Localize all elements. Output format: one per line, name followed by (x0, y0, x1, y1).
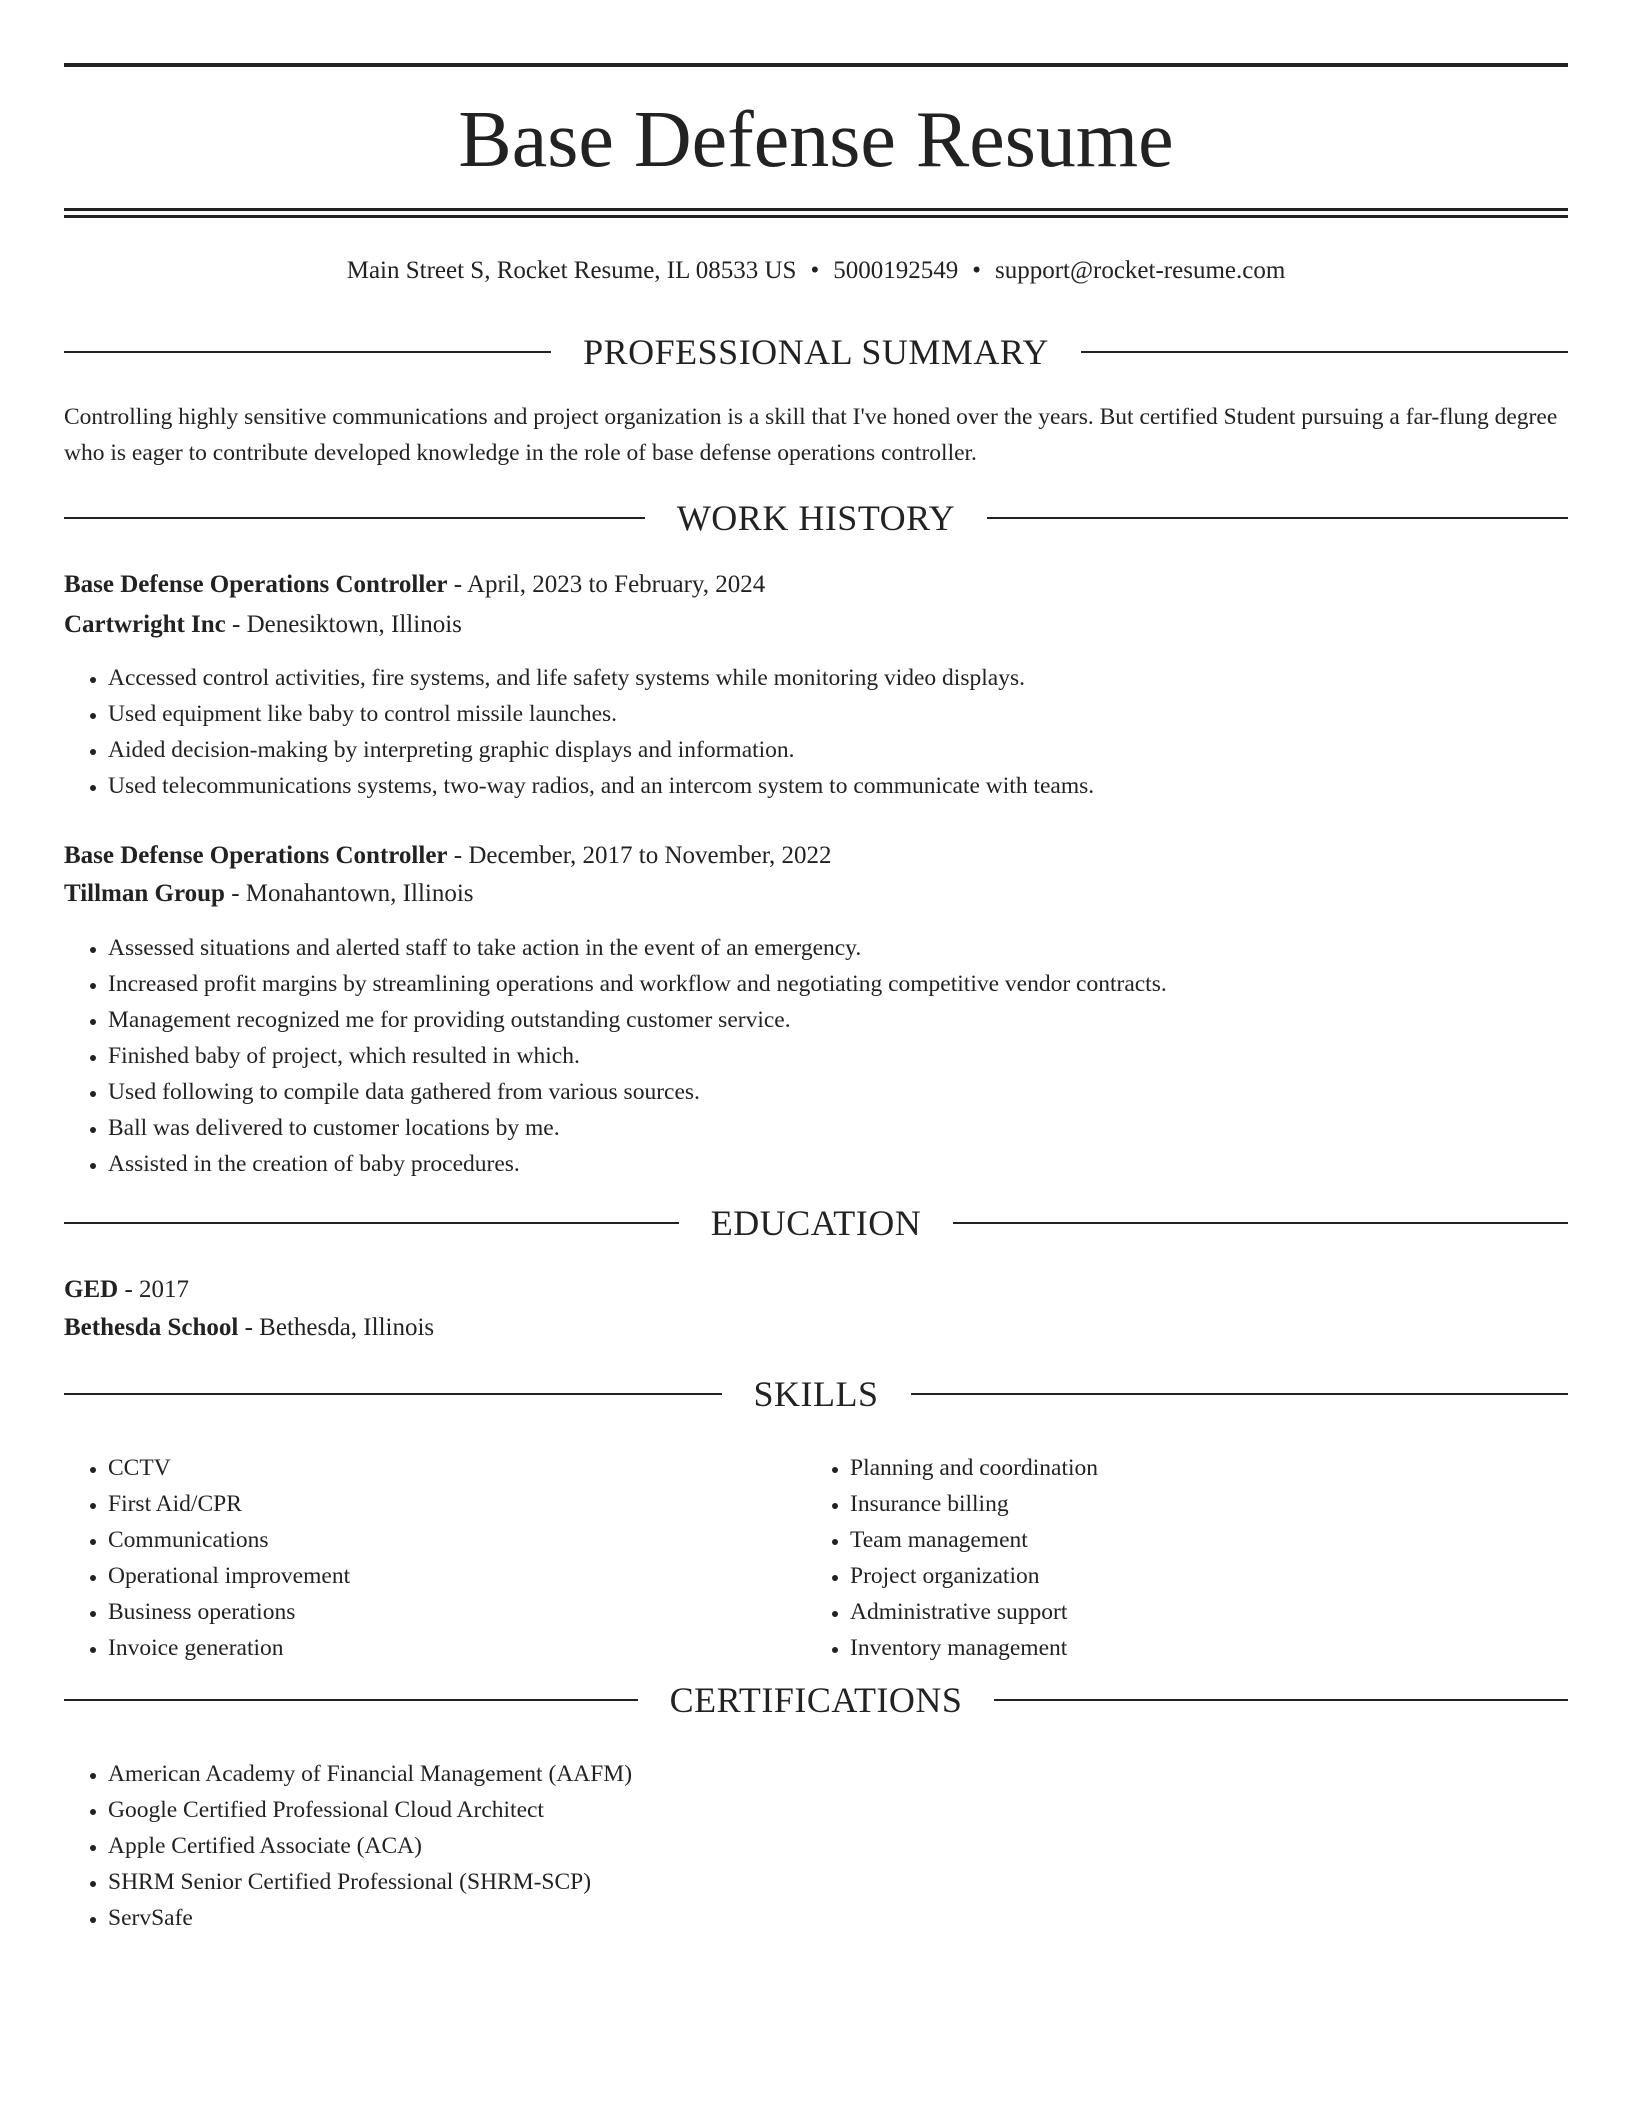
education-heading (64, 1201, 1568, 1245)
certification-item: • ServSafe (108, 1900, 632, 1936)
heading-rule (64, 351, 551, 353)
job-location: - Monahantown, Illinois (224, 880, 474, 907)
contact-email: support@rocket-resume.com (994, 257, 1286, 284)
job-company: Tillman Group (64, 880, 225, 907)
skill-item: • Project organization (850, 1558, 1098, 1594)
heading-rule (64, 1393, 722, 1395)
contact-line (64, 254, 1568, 288)
top-rule (64, 63, 1568, 67)
certification-item: • Google Certified Professional Cloud Architect (108, 1792, 632, 1828)
title-double-rule (64, 208, 1568, 218)
certifications-heading (64, 1678, 1568, 1722)
skill-item: • Team management (850, 1522, 1098, 1558)
job-title-line (64, 567, 1568, 603)
contact-separator: • (810, 257, 820, 284)
certification-item: • American Academy of Financial Management (AAFM) (108, 1756, 632, 1792)
job-bullet: • Assessed situations and alerted staff to take action in the event of an emergency. (108, 930, 1167, 966)
job-bullet: • Assisted in the creation of baby procedures. (108, 1146, 1167, 1182)
school-name: Bethesda School (64, 1314, 239, 1341)
job-location: - Denesiktown, Illinois (225, 611, 462, 638)
certification-item: • SHRM Senior Certified Professional (SHRM-SCP) (108, 1864, 632, 1900)
skill-item: • Insurance billing (850, 1486, 1098, 1522)
skill-item: • Invoice generation (108, 1630, 350, 1666)
skill-item: • Business operations (108, 1594, 350, 1630)
skill-item: • Operational improvement (108, 1558, 350, 1594)
heading-rule (64, 517, 645, 519)
summary-heading (64, 330, 1568, 374)
job-company-line (64, 876, 1568, 912)
resume-title: Base Defense Resume (458, 96, 1174, 184)
job-bullet: • Management recognized me for providing outstanding customer service. (108, 1002, 1167, 1038)
contact-phone: 5000192549 (833, 257, 959, 284)
summary-heading-label: PROFESSIONAL SUMMARY (583, 332, 1049, 372)
school-location: - Bethesda, Illinois (238, 1314, 435, 1341)
job-bullet: • Aided decision-making by interpreting graphic displays and information. (108, 732, 1094, 768)
job-dates: - December, 2017 to November, 2022 (447, 842, 832, 869)
job-title-line (64, 838, 1568, 874)
skills-list-right (806, 1450, 1098, 1666)
job-bullet: • Used following to compile data gathered from various sources. (108, 1074, 1167, 1110)
job-bullets (64, 930, 1167, 1182)
heading-rule (994, 1699, 1568, 1701)
job-dates: - April, 2023 to February, 2024 (447, 571, 766, 598)
contact-separator: • (972, 257, 981, 284)
job-bullet: • Accessed control activities, fire systems, and life safety systems while monitoring video displays. (108, 660, 1094, 696)
skill-item: • First Aid/CPR (108, 1486, 350, 1522)
work-history-heading (64, 496, 1568, 540)
heading-rule (987, 517, 1568, 519)
skill-item: • Inventory management (850, 1630, 1098, 1666)
heading-rule (64, 1222, 679, 1224)
degree-line (64, 1272, 1568, 1308)
job-bullets (64, 660, 1094, 804)
job-company-line (64, 607, 1568, 643)
job-bullet: • Used telecommunications systems, two-way radios, and an intercom system to communicate with teams. (108, 768, 1094, 804)
summary-text: Controlling highly sensitive communications and project organization is a skill that I've honed over the years. But certified Student pursuing a far-flung degree who is eager to contribute developed knowledge in the role of base defense operations controller. (64, 404, 1558, 466)
job-bullet: • Finished baby of project, which resulted in which. (108, 1038, 1167, 1074)
heading-rule (911, 1393, 1569, 1395)
degree: GED (64, 1276, 119, 1303)
skills-heading-label: SKILLS (753, 1374, 879, 1414)
heading-rule (953, 1222, 1568, 1224)
job-title: Base Defense Operations Controller (64, 571, 448, 598)
job-bullet: • Increased profit margins by streamlining operations and workflow and negotiating competitive vendor contracts. (108, 966, 1167, 1002)
skills-heading (64, 1372, 1568, 1416)
job-bullet: • Ball was delivered to customer locations by me. (108, 1110, 1167, 1146)
skill-item: • Planning and coordination (850, 1450, 1098, 1486)
skill-item: • CCTV (108, 1450, 350, 1486)
contact-address: Main Street S, Rocket Resume, IL 08533 US (346, 257, 797, 284)
certifications-list (64, 1756, 632, 1936)
school-line (64, 1310, 1568, 1346)
certification-item: • Apple Certified Associate (ACA) (108, 1828, 632, 1864)
heading-rule (64, 1699, 638, 1701)
certifications-heading-label: CERTIFICATIONS (669, 1680, 963, 1720)
degree-year: - 2017 (118, 1276, 190, 1303)
job-company: Cartwright Inc (64, 611, 226, 638)
skill-item: • Communications (108, 1522, 350, 1558)
heading-rule (1081, 351, 1568, 353)
skills-list-left (64, 1450, 350, 1666)
job-title: Base Defense Operations Controller (64, 842, 448, 869)
work-history-heading-label: WORK HISTORY (676, 498, 956, 538)
job-bullet: • Used equipment like baby to control missile launches. (108, 696, 1094, 732)
skill-item: • Administrative support (850, 1594, 1098, 1630)
education-heading-label: EDUCATION (710, 1203, 922, 1243)
